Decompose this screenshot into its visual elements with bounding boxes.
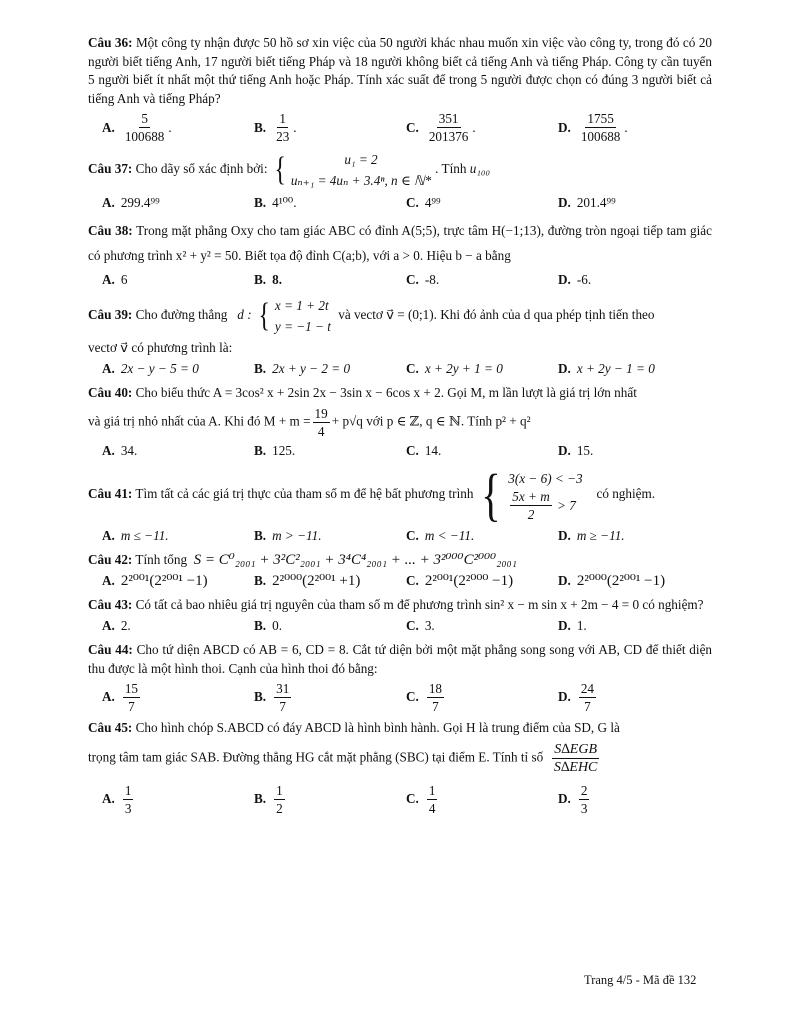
option-d[interactable]: D. $\frac{2}{3}$ — [558, 782, 588, 816]
option-c[interactable]: C. -8. — [406, 271, 440, 287]
option-c[interactable]: C. $\frac{1}{4}$ — [406, 782, 436, 816]
question-label: Câu 38: — [88, 222, 133, 238]
question-43 — [88, 596, 712, 615]
question-text: Cho tứ diện ABCD có AB = 6, CD = 8. Cắt tứ diện bởi một mặt phẳng song song với AB, CD để thiết diện thu được là một hình thoi. Cạnh của hình thoi đó bằng: — [88, 641, 713, 676]
option-b[interactable]: B. 4¹⁰⁰. — [254, 195, 297, 211]
option-b[interactable]: B. $\frac{1}{2}$ — [254, 782, 283, 816]
question-label: Câu 37: — [88, 161, 133, 177]
question-text: Có tất cả bao nhiêu giá trị nguyên của tham số m để phương trình sin² x − m sin x + 2m − 4 = 0 có nghiệm? — [135, 596, 704, 612]
option-d[interactable]: D. 1. — [558, 618, 587, 634]
option-d[interactable]: D. $\frac{24}{7}$ — [558, 681, 595, 715]
question-45-line2: trọng tâm tam giác SAB. Đường thẳng HG cắt mặt phẳng (SBC) tại điểm E. Tính tỉ số $\frac{\text{S∆EGB}}{\text{S∆EHC}}$ — [88, 741, 598, 775]
options-39 — [88, 360, 712, 379]
option-a[interactable]: A. 2x − y − 5 = 0 — [102, 361, 199, 377]
options-42 — [88, 572, 712, 591]
option-a[interactable]: A. $\frac{1}{3}$ — [102, 782, 132, 816]
options-44 — [88, 681, 712, 714]
option-d[interactable]: D. -6. — [558, 271, 592, 287]
question-label: Câu 44: — [88, 641, 133, 657]
option-c[interactable]: C. x + 2y + 1 = 0 — [406, 361, 503, 377]
option-c[interactable]: C. 3. — [406, 618, 435, 634]
page-footer: Trang 4/5 - Mã đề 132 — [584, 973, 697, 987]
question-37: Câu 37: Cho dãy số xác định bởi: { u₁ = 2 uₙ₊₁ = 4uₙ + 3.4ⁿ, n ∈ ℕ* . Tính u₁₀₀ — [88, 149, 712, 191]
option-b[interactable]: B. 2x + y − 2 = 0 — [254, 361, 351, 377]
option-d[interactable]: D. x + 2y − 1 = 0 — [558, 361, 655, 377]
option-a[interactable]: A. 34. — [102, 443, 138, 459]
question-label: Câu 43: — [88, 596, 133, 612]
option-b[interactable]: B. 8. — [254, 271, 282, 287]
question-40: Câu 40: Cho biểu thức A = 3cos² x + 2sin 2x − 3sin x − 6cos x + 2. Gọi M, m lần lượt là giá trị lớn nhất — [88, 384, 637, 400]
option-c[interactable]: C. 14. — [406, 443, 442, 459]
question-45: Câu 45: Cho hình chóp S.ABCD có đáy ABCD là hình bình hành. Gọi H là trung điểm của SD, G là — [88, 720, 620, 736]
options-38 — [88, 271, 712, 290]
option-c[interactable]: C. 2²⁰⁰¹(2²⁰⁰⁰ −1) — [406, 573, 514, 590]
option-b[interactable]: B. 0. — [254, 618, 282, 634]
sequence-system: { u₁ = 2 uₙ₊₁ = 4uₙ + 3.4ⁿ, n ∈ ℕ* — [273, 151, 432, 189]
option-c[interactable]: C. 4⁹⁹ — [406, 195, 441, 211]
inequality-system: { 3(x − 6) < −3 $\frac{5x + m}{2}$ > 7 — [481, 461, 583, 527]
option-b[interactable]: B. $\frac{1}{23}$ . — [254, 111, 297, 145]
option-a[interactable]: A. $\frac{15}{7}$ — [102, 681, 139, 715]
question-44 — [88, 641, 712, 678]
option-b[interactable]: B. 2²⁰⁰⁰(2²⁰⁰¹ +1) — [254, 573, 361, 590]
question-label: Câu 36: — [88, 35, 133, 50]
option-c[interactable]: C. $\frac{18}{7}$ — [406, 681, 443, 715]
question-36 — [88, 34, 712, 108]
option-d[interactable]: D. 2²⁰⁰⁰(2²⁰⁰¹ −1) — [558, 573, 666, 590]
option-a[interactable]: A. 2²⁰⁰¹(2²⁰⁰¹ −1) — [102, 573, 208, 590]
option-d[interactable]: D. 201.4⁹⁹ — [558, 195, 616, 211]
question-label: Câu 45: — [88, 720, 133, 736]
options-41 — [88, 527, 712, 546]
question-text: Một công ty nhận được 50 hồ sơ xin việc của 50 người khác nhau muốn xin việc vào công ty, trong đó có 20 người biết tiếng Anh, 17 người biết tiếng Pháp và 18 người không biết cả tiếng Anh và tiếng Pháp. Công ty cần tuyển 5 người biết ít nhất một thứ tiếng Anh hoặc Pháp. Tính xác suất để trong 5 người được chọn có đúng 3 người biết cả tiếng Anh và tiếng Pháp? — [88, 35, 713, 106]
question-40-line2: và giá trị nhỏ nhất của A. Khi đó M + m = $\frac{19}{4}$ + p√q với p ∈ ℤ, q ∈ ℕ. Tính p² + q² — [88, 406, 531, 440]
question-label: Câu 41: — [88, 485, 133, 501]
option-a[interactable]: A. $\frac{5}{100688}$ . — [102, 111, 172, 145]
question-41: Câu 41: Tìm tất cả các giá trị thực của tham số m để hệ bất phương trình { 3(x − 6) < −3 $\frac{5x + m}{2}$ > 7 có nghiệm. — [88, 461, 656, 527]
option-b[interactable]: B. m > −11. — [254, 527, 322, 543]
option-c[interactable]: C. m < −11. — [406, 527, 475, 543]
options-40 — [88, 442, 712, 461]
option-d[interactable]: D. 15. — [558, 443, 594, 459]
option-d[interactable]: D. m ≥ −11. — [558, 527, 625, 543]
option-d[interactable]: D. $\frac{1755}{100688}$ . — [558, 111, 628, 145]
question-42: Câu 42: Tính tổng S = C⁰₂₀₀₁ + 3²C²₂₀₀₁ + 3⁴C⁴₂₀₀₁ + ... + 3²⁰⁰⁰C²⁰⁰⁰₂₀₀₁ — [88, 551, 517, 568]
question-38 — [88, 218, 712, 268]
option-c[interactable]: C. $\frac{351}{201376}$ . — [406, 111, 476, 145]
options-45 — [88, 783, 712, 816]
question-text: Trong mặt phẳng Oxy cho tam giác ABC có đỉnh A(5;5), trực tâm H(−1;13), đường tròn ngoại tiếp tam giác có phương trình x² + y² = 50. Biết tọa độ đỉnh C(a;b), với a > 0. Hiệu b − a bằng — [88, 222, 713, 263]
option-a[interactable]: A. 6 — [102, 271, 128, 287]
options-43 — [88, 617, 712, 636]
line-system: { x = 1 + 2t y = −1 − t — [258, 296, 331, 334]
option-b[interactable]: B. $\frac{31}{7}$ — [254, 681, 290, 715]
area-ratio: $\frac{\text{S∆EGB}}{\text{S∆EHC}}$ — [553, 741, 598, 775]
question-label: Câu 39: — [88, 306, 133, 322]
option-a[interactable]: A. 299.4⁹⁹ — [102, 195, 160, 211]
option-b[interactable]: B. 125. — [254, 443, 296, 459]
question-39: Câu 39: Cho đường thẳng d : { x = 1 + 2t y = −1 − t và vectơ v⃗ = (0;1). Khi đó ảnh của d qua phép tịnh tiến theo — [88, 295, 712, 337]
options-37 — [88, 194, 712, 213]
question-label: Câu 42: — [88, 551, 133, 567]
options-36 — [88, 111, 712, 144]
exam-page — [88, 34, 712, 821]
question-label: Câu 40: — [88, 384, 133, 400]
option-a[interactable]: A. m ≤ −11. — [102, 527, 169, 543]
question-39-line2: vectơ v⃗ có phương trình là: — [88, 339, 233, 355]
option-a[interactable]: A. 2. — [102, 618, 131, 634]
